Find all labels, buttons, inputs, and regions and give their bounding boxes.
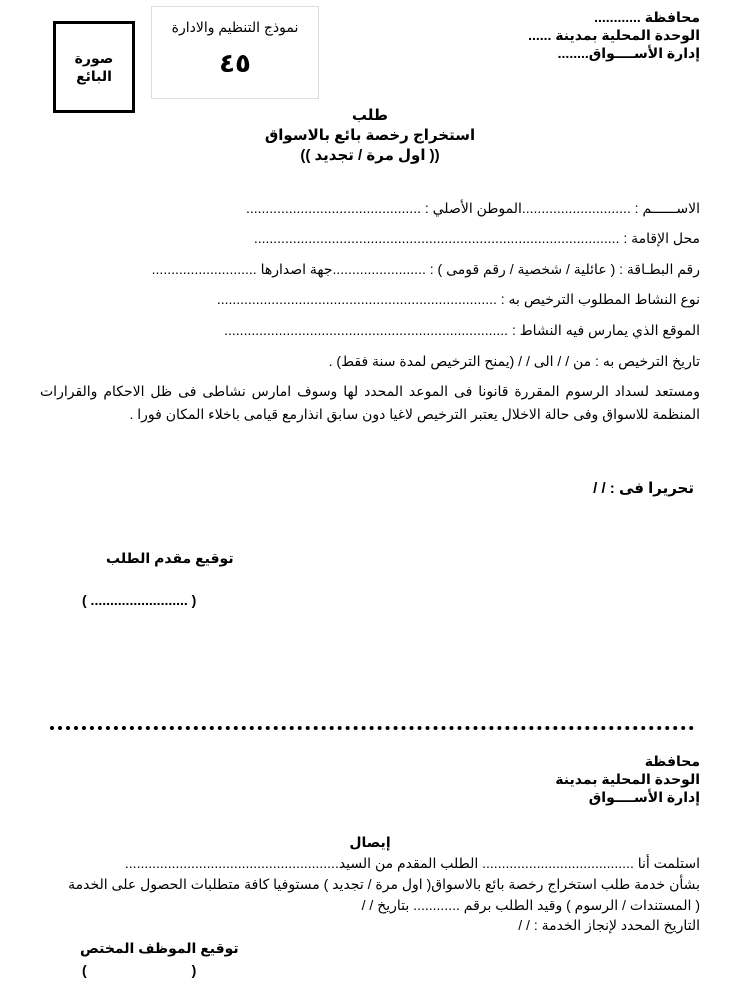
photo-box-line1: صورة xyxy=(74,50,114,66)
receipt-header xyxy=(555,752,700,806)
form-label: نموذج التنظيم والادارة xyxy=(171,19,299,35)
id-field-line[interactable]: رقم البطـاقة : ( عائلية / شخصية / رقم قومى ) : ........................جهة اصدارها ........................... xyxy=(151,261,700,277)
document-title xyxy=(0,106,740,166)
pledge-paragraph: ومستعد لسداد الرسوم المقررة قانونا فى الموعد المحدد لها وسوف امارس نشاطى فى ظل الاحكام والقرارات المنظمة للاسواق وفى حالة الاخلال يعتبر الترخيص لاغيا دون سابق انذارمع قيامى باخلاء المكان فورا . xyxy=(40,383,700,422)
title-line3: (( اول مرة / تجديد )) xyxy=(300,147,440,164)
receipt-title: إيصال xyxy=(349,834,391,850)
form-number: ٤٥ xyxy=(219,48,251,78)
seller-photo-box xyxy=(53,21,135,113)
header-markets-admin: إدارة الأســــواق........ xyxy=(557,45,700,61)
receipt-line3[interactable]: ( المستندات / الرسوم ) وقيد الطلب برقم ............ بتاريخ / / xyxy=(361,897,700,913)
officer-signature-label: توقيع الموظف المختص xyxy=(80,940,239,956)
receipt-line1[interactable]: استلمت أنا ....................................... الطلب المقدم من السيد....................................................... xyxy=(124,855,700,871)
location-field-line[interactable]: الموقع الذي يمارس فيه النشاط : ......................................................................... xyxy=(224,322,700,338)
title-line2: استخراج رخصة بائع بالاسواق xyxy=(264,127,476,144)
header-local-unit: الوحدة المحلية بمدينة ...... xyxy=(528,27,700,43)
receipt-local-unit: الوحدة المحلية بمدينة xyxy=(555,771,700,787)
receipt-line2: بشأن خدمة طلب استخراج رخصة بائع بالاسواق( اول مرة / تجديد ) مستوفيا كافة متطلبات الحصول على الخدمة xyxy=(68,876,700,892)
receipt-markets-admin: إدارة الأســــواق xyxy=(588,789,700,805)
header xyxy=(528,8,700,62)
receipt-line4[interactable]: التاريخ المحدد لإنجاز الخدمة : / / xyxy=(518,917,700,933)
officer-signature-field[interactable]: ( ) xyxy=(82,962,197,978)
dotted-divider xyxy=(50,726,694,730)
dated-line[interactable]: تحريرا فى : / / xyxy=(593,480,694,497)
title-line1: طلب xyxy=(351,107,389,124)
residence-field-line[interactable]: محل الإقامة : .............................................................................................. xyxy=(253,230,700,246)
receipt-governorate: محافظة xyxy=(644,753,700,769)
applicant-signature-label: توقيع مقدم الطلب xyxy=(106,550,234,566)
activity-field-line[interactable]: نوع النشاط المطلوب الترخيص به : ........................................................................ xyxy=(216,291,700,307)
form-number-box xyxy=(151,6,319,99)
license-date-line[interactable]: تاريخ الترخيص به : من / / الى / / (يمنح الترخيص لمدة سنة فقط) . xyxy=(328,353,700,369)
header-governorate: محافظة ............ xyxy=(594,9,700,25)
applicant-signature-field[interactable]: ( ......................... ) xyxy=(82,592,197,608)
photo-box-line2: البائع xyxy=(76,68,112,84)
name-field-line[interactable]: الاســــــم : ............................الموطن الأصلي : ............................................. xyxy=(245,200,700,216)
